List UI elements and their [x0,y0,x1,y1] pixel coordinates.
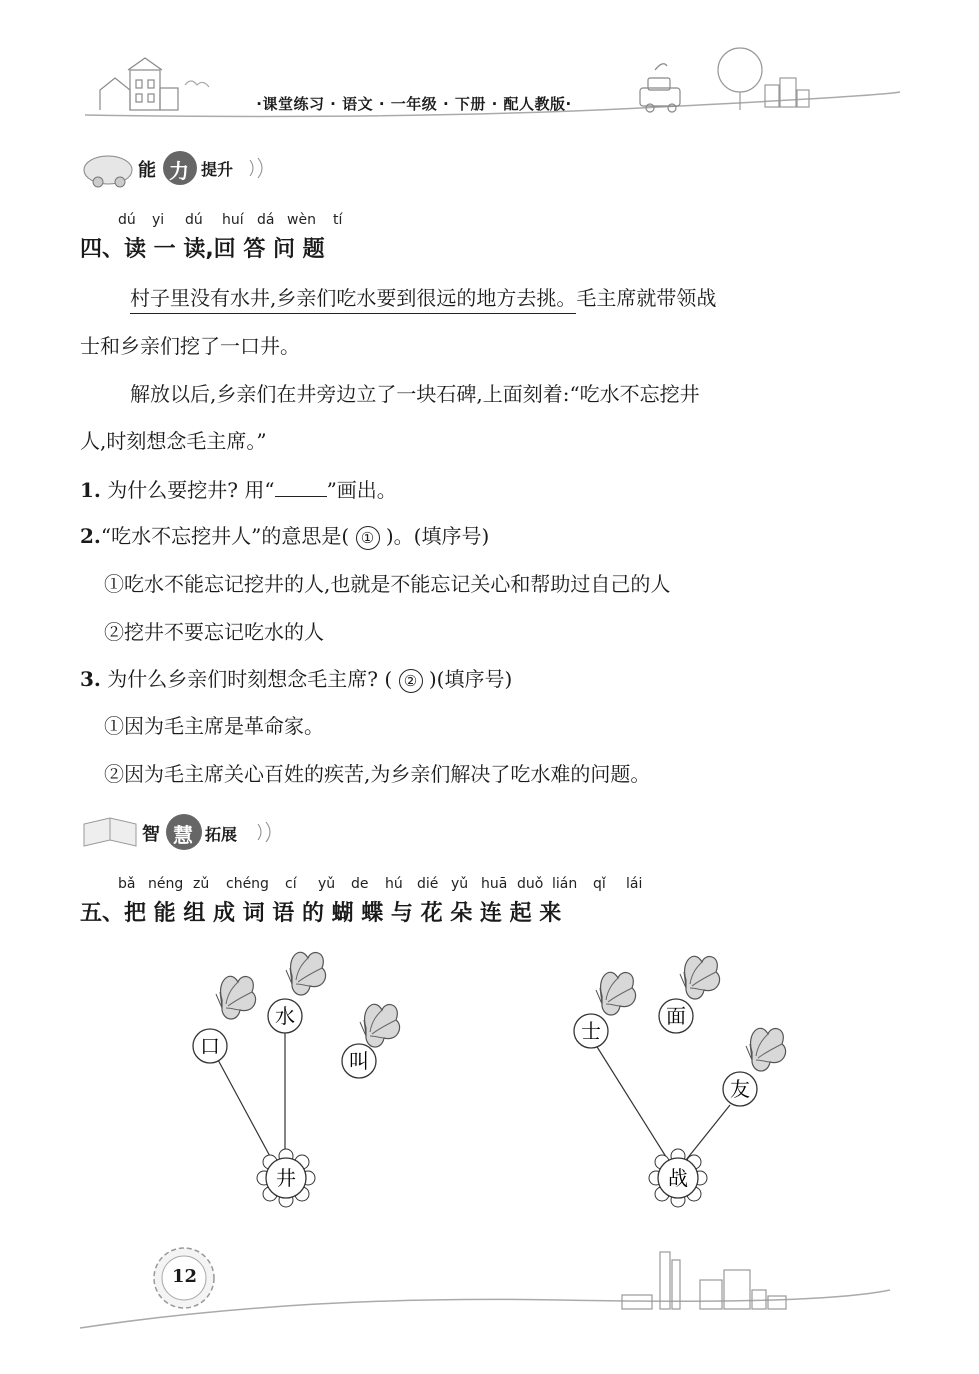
tree-icon [718,48,762,110]
house-icon [100,58,209,110]
pinyin: tí [333,212,343,228]
question-number: 2. [80,524,101,548]
pinyin: de [351,876,369,892]
butterfly-icon [360,1004,400,1047]
pinyin: bǎ [118,876,136,892]
answer-mark: ① [356,526,380,550]
matching-diagram [0,940,979,1220]
butterfly-word: 友 [730,1077,750,1101]
pinyin: qǐ [593,876,606,892]
section-heading: 四、读 一 读,回 答 问 题 [80,237,325,262]
flower-word: 井 [276,1166,296,1190]
section-heading: 五、把 能 组 成 词 语 的 蝴 蝶 与 花 朵 连 起 来 [80,901,562,926]
header-title: ·课堂练习 · 语文 · 一年级 · 下册 · 配人教版· [256,95,572,113]
badge-char: 智 [142,824,160,845]
blank-line [275,480,327,497]
passage-line: 人,时刻想念毛主席。” [80,429,267,453]
butterfly-icon [286,952,326,995]
pinyin: huí [222,212,244,228]
building-icon [765,78,809,107]
butterfly-word: 叫 [349,1049,369,1073]
pinyin: yǔ [318,876,336,892]
question-text: )(填序号) [428,667,513,691]
pinyin: huā [481,876,508,892]
pinyin: wèn [287,212,316,228]
badge-char: 拓展 [205,825,238,844]
badge-char-highlight: 慧 [173,823,193,847]
page-number: 12 [172,1266,198,1287]
badge-char: 提升 [201,160,234,179]
pinyin: lián [552,876,578,892]
question-3 [80,663,512,693]
question-1 [80,474,397,503]
badge-char-highlight: 力 [169,159,189,183]
section-badge-ability [80,148,280,190]
pinyin: lái [626,876,643,892]
header-decoration [0,0,979,140]
answer-mark: ② [399,669,423,693]
butterfly-icon [746,1028,786,1071]
passage-text: 毛主席就带领战 [576,286,717,310]
question-number: 3. [80,667,101,691]
option: ②因为毛主席关心百姓的疾苦,为乡亲们解决了吃水难的问题。 [104,762,651,786]
option: ①吃水不能忘记挖井的人,也就是不能忘记关心和帮助过自己的人 [104,572,671,596]
passage-line: 解放以后,乡亲们在井旁边立了一块石碑,上面刻着:“吃水不忘挖井 [130,382,700,406]
butterfly-icon [596,972,636,1015]
pinyin: yi [152,212,165,228]
footer-decoration [0,1240,979,1350]
pinyin: dú [185,212,203,228]
badge-char: 能 [138,160,156,181]
pinyin: hú [385,876,403,892]
option: ①因为毛主席是革命家。 [104,714,324,738]
butterfly-word: 面 [666,1004,686,1028]
butterfly-word: 口 [200,1034,220,1058]
pinyin: zǔ [193,876,210,892]
question-text: 为什么乡亲们时刻想念毛主席? ( [100,667,393,691]
question-text: ”画出。 [326,478,397,502]
question-text: “吃水不忘挖井人”的意思是( [100,524,350,548]
question-2 [80,520,489,550]
underlined-sentence: 村子里没有水井,乡亲们吃水要到很远的地方去挑。 [130,286,576,314]
butterfly-word: 水 [275,1004,295,1028]
butterfly-icon [680,956,720,999]
pinyin: yǔ [451,876,469,892]
flower-word: 战 [668,1166,688,1190]
section-badge-wisdom [80,810,280,854]
pinyin: cí [285,876,297,892]
pinyin: néng [148,876,184,892]
question-number: 1. [80,478,101,502]
butterfly-icon [216,976,256,1019]
pinyin: dá [257,212,275,228]
question-text: 为什么要挖井? 用“ [100,478,275,502]
pinyin: dié [417,876,439,892]
pinyin: dú [118,212,136,228]
question-text: )。(填序号) [385,524,490,548]
pinyin: chéng [226,876,269,892]
option: ②挖井不要忘记吃水的人 [104,620,324,644]
car-icon [640,64,680,112]
butterfly-word: 士 [581,1019,601,1043]
passage-line: 士和乡亲们挖了一口井。 [80,334,300,358]
passage-line [130,282,716,311]
pinyin: duǒ [517,876,544,892]
